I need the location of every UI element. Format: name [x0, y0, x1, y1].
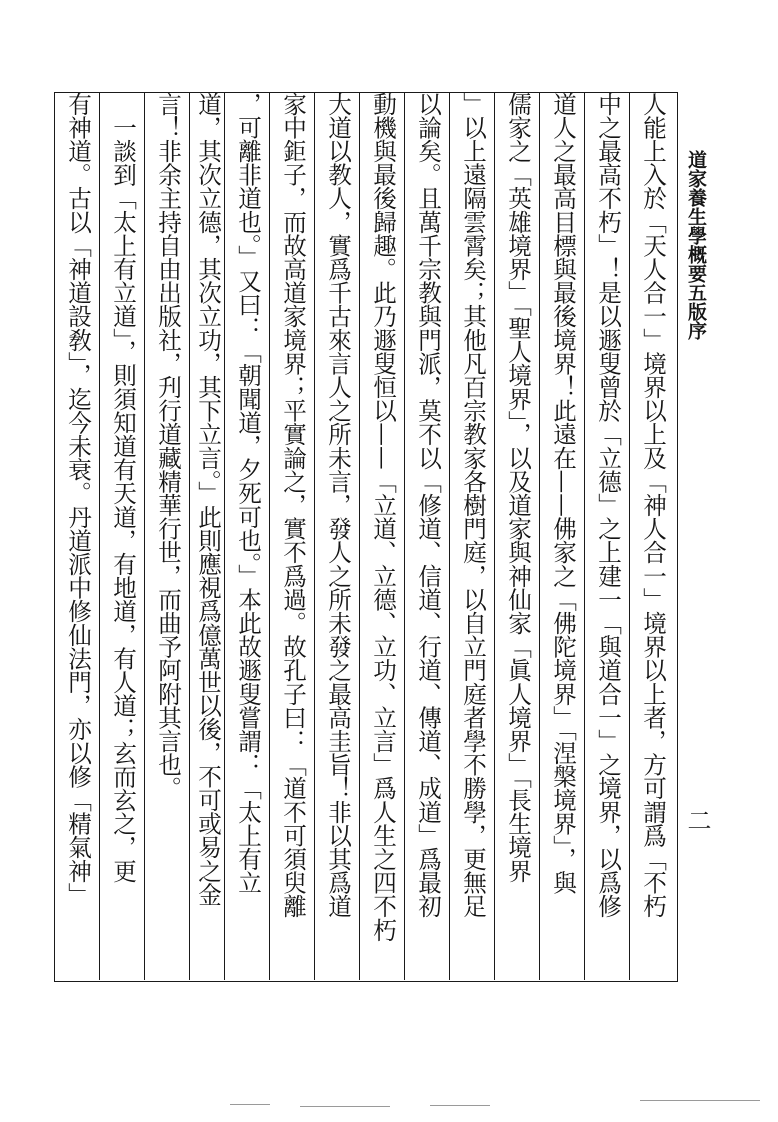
- text-column-3: 道人之最高目標與最後境界！此遠在——佛家之「佛陀境界」「涅槃境界」，與: [549, 92, 577, 895]
- text-column-14: 有神道。古以「神道設敎」，迄今未衰。丹道派中修仙法門，亦以修「精氣神」: [64, 92, 92, 907]
- scan-speck: [300, 1106, 390, 1107]
- text-column-1: 人能上入於「天人合一」境界以上及「神人合一」境界以上者，方可謂爲「不朽: [639, 92, 667, 918]
- text-column-10: ，可離非道也。」又曰：「朝聞道，夕死可也。」本此故遯叟嘗謂：「太上有立: [234, 92, 262, 895]
- text-column-6: 以論矣。且萬千宗教與門派，莫不以「修道、信道、行道、傳道、成道」爲最初: [414, 92, 442, 918]
- text-column-13: 一談到「太上有立道」，則須知道有天道，有地道，有人道；玄而玄之，更: [109, 92, 137, 883]
- text-column-12: 言！非余主持自由出版社，刋行道藏精華行世，而曲予阿附其言也。: [154, 92, 182, 800]
- scan-speck: [640, 1100, 760, 1101]
- text-column-9: 家中鉅子，而故高道家境界；平實論之，實不爲過。故孔子曰：「道不可須臾離: [279, 92, 307, 918]
- text-column-2: 中之最高不朽」！是以遯叟曾於「立德」之上建一「與道合一」之境界，以爲修: [594, 92, 622, 918]
- text-column-4: 儒家之「英雄境界」「聖人境界」，以及道家與神仙家「眞人境界」「長生境界: [504, 92, 532, 883]
- text-column-7: 動機與最後歸趣。此乃遯叟恒以——「立道、立德、立功、立言」爲人生之四不朽: [369, 92, 397, 942]
- text-column-8: 大道以教人，實爲千古來言人之所未言，發人之所未發之最高圭旨！非以其爲道: [324, 92, 352, 918]
- running-head: 道家養生學概要五版序: [685, 150, 707, 340]
- scan-speck: [430, 1105, 490, 1106]
- text-column-5: 」以上遠隔雲霄矣；其他凡百宗教家各樹門庭，以自立門庭者學不勝學，更無足: [459, 92, 487, 918]
- scan-speck: [230, 1104, 270, 1105]
- text-column-11: 道，其次立德，其次立功，其下立言。」此則應視爲億萬世以後，不可或易之金: [194, 92, 222, 907]
- page-number: 二: [683, 808, 711, 832]
